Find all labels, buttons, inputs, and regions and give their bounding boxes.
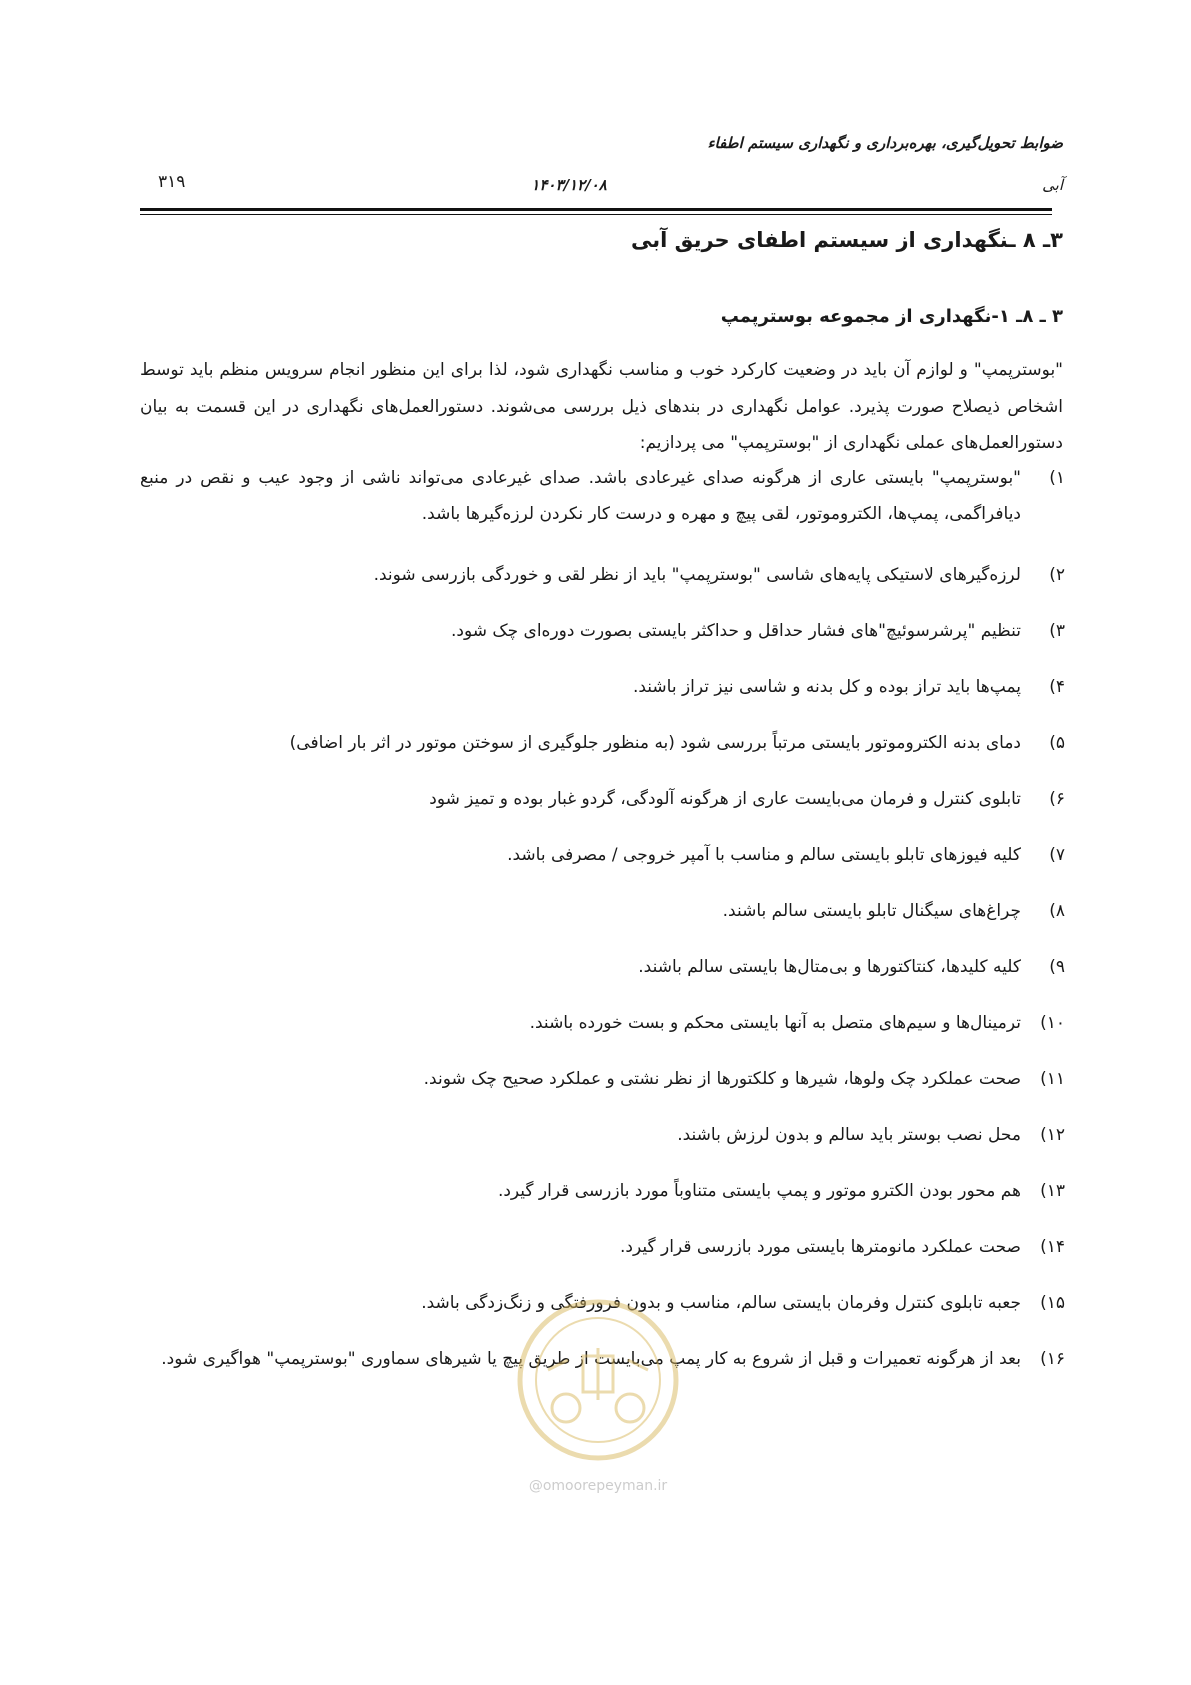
intro-paragraph: [140, 352, 1063, 462]
list-item-text: بعد از هرگونه تعمیرات و قبل از شروع به کار پمپ می‌بایست از طریق پیچ یا شیرهای سماوری "بوسترپمپ" هواگیری شود.: [161, 1349, 1021, 1369]
list-item: [530, 1005, 1065, 1041]
list-item-number: ۱۶): [1040, 1349, 1065, 1369]
list-item-text: صحت عملکرد مانومترها بایستی مورد بازرسی قرار گیرد.: [620, 1237, 1021, 1257]
list-item-text: "بوسترپمپ" بایستی عاری از هرگونه صدای غیرعادی باشد. صدای غیرعادی می‌تواند ناشی از وجود عیب و نقص در منبع دیافراگمی، پمپ‌ها، الکتروموتور، لقی پیچ و مهره و درست کار نکردن لرزه‌گیرها باشد.: [140, 468, 1021, 524]
list-item-text: تابلوی کنترل و فرمان می‌بایست عاری از هرگونه آلودگی، گردو غبار بوده و تمیز شود: [429, 789, 1021, 809]
list-item-text: چراغ‌های سیگنال تابلو بایستی سالم باشند.: [722, 901, 1021, 921]
section-title: ۳ـ ۸ ـنگهداری از سیستم اطفای حریق آبی: [631, 228, 1063, 252]
list-item-text: لرزه‌گیرهای لاستیکی پایه‌های شاسی "بوسترپمپ" باید از نظر لقی و خوردگی بازرسی شوند.: [373, 565, 1021, 585]
list-item-number: ۱۳): [1040, 1181, 1065, 1201]
header-subtitle: آبی: [1042, 176, 1063, 194]
list-item-text: تنظیم "پرشرسوئیچ"های فشار حداقل و حداکثر بایستی بصورت دوره‌ای چک شود.: [450, 621, 1021, 641]
list-item: [429, 781, 1065, 817]
list-item-text: ترمینال‌ها و سیم‌های متصل به آنها بایستی محکم و بست خورده باشند.: [529, 1013, 1021, 1033]
list-item-number: ۷): [1049, 845, 1065, 865]
header-title: ضوابط تحویل‌گیری، بهره‌برداری و نگهداری سیستم اطفاء: [707, 134, 1063, 152]
list-item-text: صحت عملکرد چک ولوها، شیرها و کلکتورها از نظر نشتی و عملکرد صحیح چک شوند.: [423, 1069, 1021, 1089]
list-item: [498, 1173, 1065, 1209]
list-item: [620, 1229, 1065, 1265]
subsection-title: ۳ ـ ۸ـ ۱-نگهداری از مجموعه بوسترپمپ: [720, 306, 1063, 327]
list-item: [723, 893, 1065, 929]
page-number: ۳۱۹: [158, 172, 186, 192]
list-item: [633, 669, 1065, 705]
intro-text: "بوسترپمپ" و لوازم آن باید در وضعیت کارکرد خوب و مناسب نگهداری شود، لذا برای این منظور انجام سرویس منظم باید توسط اشخاص ذیصلاح صورت پذیرد. عوامل نگهداری در بندهای ذیل بررسی می‌شوند. دستورالعمل‌های نگهداری در این قسمت به بیان دستورالعمل‌های عملی نگهداری از "بوسترپمپ" می پردازیم:: [140, 360, 1063, 453]
list-item-text: جعبه تابلوی کنترل وفرمان بایستی سالم، مناسب و بدون فرورفتگی و زنگ‌زدگی باشد.: [421, 1293, 1021, 1313]
list-item: [140, 460, 1065, 532]
list-item-text: کلیه کلیدها، کنتاکتورها و بی‌متال‌ها بایستی سالم باشند.: [638, 957, 1021, 977]
watermark-url: @omoorepeyman.ir: [528, 1478, 668, 1494]
list-item-number: ۱۰): [1040, 1013, 1065, 1033]
list-item-number: ۱۲): [1040, 1125, 1065, 1145]
list-item-number: ۴): [1049, 677, 1065, 697]
list-item: [290, 725, 1065, 761]
header-date: ۱۴۰۳/۱۲/۰۸: [531, 176, 607, 194]
list-item: [638, 949, 1065, 985]
list-item-number: ۳): [1049, 621, 1065, 641]
list-item-number: ۸): [1049, 901, 1065, 921]
watermark-seal: [488, 1290, 708, 1530]
list-item-text: پمپ‌ها باید تراز بوده و کل بدنه و شاسی نیز تراز باشند.: [632, 677, 1021, 697]
list-item-number: ۹): [1049, 957, 1065, 977]
list-item-number: ۱۴): [1040, 1237, 1065, 1257]
list-item-number: ۱): [1049, 468, 1065, 488]
list-item: [374, 557, 1065, 593]
list-item-text: هم محور بودن الکترو موتور و پمپ بایستی متناوباً مورد بازرسی قرار گیرد.: [497, 1181, 1021, 1201]
list-item: [451, 613, 1065, 649]
list-item: [424, 1061, 1065, 1097]
header-rule-thick: [140, 208, 1052, 211]
header-rule-thin: [140, 214, 1052, 215]
list-item-text: دمای بدنه الکتروموتور بایستی مرتباً بررسی شود (به منظور جلوگیری از سوختن موتور در اثر بار اضافی): [289, 733, 1021, 753]
list-item-number: ۶): [1049, 789, 1065, 809]
list-item-text: محل نصب بوستر باید سالم و بدون لرزش باشند.: [677, 1125, 1021, 1145]
list-item-text: کلیه فیوزهای تابلو بایستی سالم و مناسب با آمپر خروجی / مصرفی باشد.: [507, 845, 1021, 865]
list-item-number: ۲): [1049, 565, 1065, 585]
list-item: [507, 837, 1065, 873]
list-item-number: ۱۱): [1040, 1069, 1065, 1089]
list-item-number: ۱۵): [1040, 1293, 1065, 1313]
list-item: [677, 1117, 1065, 1153]
watermark-seal-icon: [488, 1290, 708, 1530]
list-item-number: ۵): [1049, 733, 1065, 753]
